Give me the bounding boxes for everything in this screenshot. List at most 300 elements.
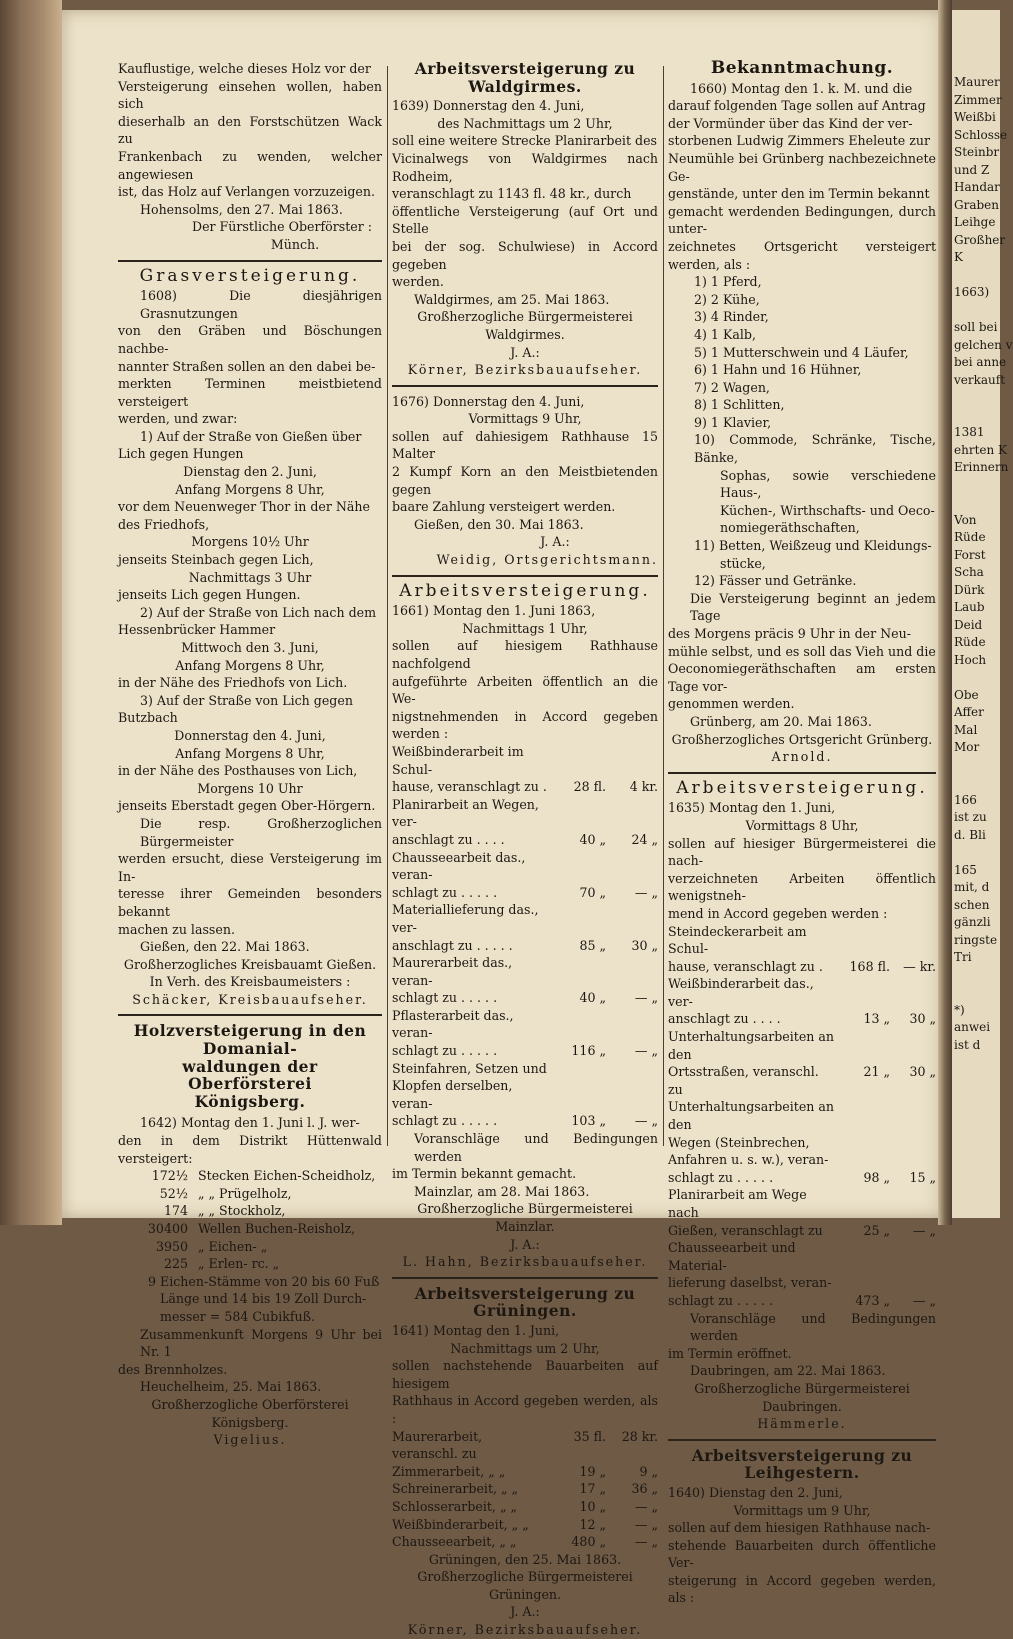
cost-amount-kr: — „ bbox=[912, 1222, 936, 1238]
table-row bbox=[668, 1222, 936, 1240]
next-page-line: Schlosse bbox=[954, 127, 1008, 142]
text-line: Die Versteigerung beginnt an jedem Tage bbox=[690, 590, 936, 624]
text-line: 1) Auf der Straße von Gießen über bbox=[140, 428, 362, 444]
cost-item: Planirarbeit an Wegen, ver- bbox=[392, 796, 539, 830]
text-line: werden, und zwar: bbox=[118, 411, 238, 427]
next-page-line: bei anne bbox=[954, 355, 1007, 369]
column-rule bbox=[663, 66, 664, 1146]
table-row bbox=[392, 1112, 658, 1130]
cost-amount-kr bbox=[606, 954, 658, 989]
cost-item: Steinfahren, Setzen und bbox=[392, 1060, 547, 1076]
text-line: werden. bbox=[392, 274, 444, 290]
cost-item: Wegen (Steinbrechen, bbox=[668, 1134, 810, 1150]
table-row bbox=[668, 1186, 936, 1221]
cost-amount-fl bbox=[836, 1151, 890, 1169]
cost-amount-kr bbox=[890, 1134, 936, 1152]
text-line: Nachmittags um 2 Uhr, bbox=[450, 1340, 600, 1356]
table-row bbox=[392, 796, 658, 831]
text-line: 9 Eichen-Stämme von 20 bis 60 Fuß bbox=[148, 1273, 380, 1289]
next-page-line: Handar bbox=[954, 180, 1000, 194]
cost-amount-kr: — „ bbox=[634, 1113, 658, 1129]
text-line: 1639) Donnerstag den 4. Juni, bbox=[392, 98, 585, 114]
text-line: im Termin eröffnet. bbox=[668, 1345, 792, 1361]
top-notice bbox=[118, 60, 382, 254]
cost-amount-fl bbox=[554, 743, 606, 778]
cost-amount-fl bbox=[554, 954, 606, 989]
cost-item: hause, veranschlagt zu . bbox=[392, 779, 547, 795]
cost-item: hause, veranschlagt zu . bbox=[668, 958, 823, 974]
cost-amount-fl bbox=[836, 1098, 890, 1133]
cost-amount-kr: 30 „ bbox=[909, 1011, 936, 1027]
text-line: Dienstag den 2. Juni, bbox=[183, 464, 317, 480]
next-page-line bbox=[952, 774, 1000, 792]
section-divider bbox=[668, 1439, 936, 1441]
next-page-line bbox=[952, 669, 1000, 687]
cost-amount-kr bbox=[890, 1028, 936, 1063]
column-3 bbox=[668, 60, 936, 1607]
cost-amount-kr bbox=[890, 1274, 936, 1292]
signature: Großherzogliche Oberförsterei Königsberg. bbox=[151, 1396, 349, 1430]
text-line: Hessenbrücker Hammer bbox=[118, 622, 276, 638]
next-page-line: schen bbox=[954, 897, 990, 912]
cost-item: Planirarbeit am Wege nach bbox=[668, 1187, 807, 1220]
cost-item: Unterhaltungsarbeiten an den bbox=[668, 1029, 835, 1062]
cost-item: lieferung daselbst, veran- bbox=[668, 1275, 832, 1291]
section-title: Königsberg. bbox=[194, 1091, 306, 1111]
cost-item: Anfahren u. s. w.), veran- bbox=[668, 1152, 829, 1168]
wood-quantity: 3950 bbox=[155, 1238, 188, 1254]
cost-item: Schlosserarbeit, „ „ bbox=[392, 1498, 517, 1514]
text-line: sollen nachstehende Bauarbeiten auf hiesigem bbox=[392, 1358, 658, 1391]
next-page-line: Tri bbox=[954, 950, 972, 964]
section-title: Bekanntmachung. bbox=[710, 58, 894, 78]
table-row bbox=[392, 1077, 658, 1112]
holz-notice bbox=[118, 1022, 382, 1448]
page-gutter bbox=[938, 0, 952, 1225]
text-line: 7) 2 Wagen, bbox=[694, 379, 770, 395]
text-line: Voranschläge und Bedingungen werden bbox=[690, 1310, 936, 1344]
next-page-line: Erinnern bbox=[954, 460, 1009, 474]
text-line: sollen auf hiesiger Bürgermeisterei die nach- bbox=[668, 835, 936, 869]
cost-amount-fl bbox=[554, 1060, 606, 1078]
cost-item: schlagt zu . . . . . bbox=[392, 990, 498, 1006]
table-row bbox=[668, 1098, 936, 1133]
cost-amount-kr: — „ bbox=[634, 1534, 658, 1550]
next-page-line: Rüde bbox=[954, 530, 986, 544]
next-page-line: Mor bbox=[954, 740, 980, 754]
text-line: des Friedhofs, bbox=[118, 516, 210, 532]
text-line: sollen auf dahiesigem Rathhause 15 Malter bbox=[392, 428, 658, 462]
text-line: 3) Auf der Straße von Lich gegen bbox=[140, 692, 353, 708]
next-page-line: Weißbi bbox=[954, 110, 996, 124]
next-page-line: Forst bbox=[954, 547, 986, 562]
text-line: Neumühle bei Grünberg nachbezeichnete Ge- bbox=[668, 150, 936, 184]
cost-amount-fl bbox=[554, 796, 606, 831]
cost-amount-fl: 12 „ bbox=[579, 1516, 606, 1532]
cost-item: anschlagt zu . . . . . bbox=[392, 937, 513, 953]
text-line: der Vormünder über das Kind der ver- bbox=[668, 115, 913, 131]
table-row bbox=[392, 743, 658, 778]
next-page-line: 1663) bbox=[954, 285, 990, 299]
cost-item: Maurerarbeit das., veran- bbox=[392, 955, 513, 988]
text-line: 1640) Dienstag den 2. Juni, bbox=[668, 1484, 843, 1500]
cost-amount-kr bbox=[890, 1239, 936, 1274]
text-line: in der Nähe des Posthauses von Lich, bbox=[118, 763, 358, 779]
cost-amount-fl bbox=[554, 901, 606, 936]
text-line: steigerung in Accord gegeben werden, als : bbox=[668, 1572, 936, 1606]
cost-item: Weißbinderarbeit, „ „ bbox=[392, 1516, 529, 1532]
cost-amount-kr: 36 „ bbox=[631, 1481, 658, 1497]
cost-amount-fl: 17 „ bbox=[579, 1481, 606, 1497]
table-row bbox=[668, 1010, 936, 1028]
text-line: jenseits Lich gegen Hungen. bbox=[118, 587, 301, 603]
text-line: Anfang Morgens 8 Uhr, bbox=[175, 745, 325, 761]
cost-amount-fl: 10 „ bbox=[579, 1498, 606, 1514]
section-divider bbox=[118, 260, 382, 262]
cost-amount-fl bbox=[836, 1274, 890, 1292]
cost-table bbox=[392, 743, 658, 1130]
cost-amount-fl bbox=[836, 975, 890, 1010]
text-line: machen zu lassen. bbox=[118, 921, 235, 937]
signature-name: Hämmerle. bbox=[757, 1416, 847, 1432]
cost-amount-kr: 15 „ bbox=[909, 1169, 936, 1185]
next-page-line: 1381 bbox=[954, 425, 985, 439]
section-divider bbox=[392, 385, 658, 387]
text-line: vor dem Neuenweger Thor in der Nähe bbox=[118, 499, 370, 515]
cost-item: Steindeckerarbeit am Schul- bbox=[668, 923, 807, 957]
cost-amount-fl: 19 „ bbox=[579, 1463, 606, 1479]
text-line: merkten Terminen meistbietend versteigert bbox=[118, 376, 382, 409]
text-line: Länge und 14 bis 19 Zoll Durch- bbox=[160, 1291, 367, 1307]
text-line: 10) Commode, Schränke, Tische, Bänke, bbox=[694, 432, 936, 466]
next-page-line: Leihge bbox=[954, 215, 996, 229]
text-line: veranschlagt zu 1143 fl. 48 kr., durch bbox=[392, 186, 632, 202]
signature-name: L. Hahn, Bezirksbauaufseher. bbox=[402, 1254, 648, 1270]
next-page-line: ehrten K bbox=[954, 442, 1007, 457]
table-row bbox=[392, 1498, 658, 1516]
wood-description: „ Erlen- rc. „ bbox=[198, 1256, 280, 1272]
cost-amount-kr bbox=[890, 923, 936, 958]
cost-amount-kr: 9 „ bbox=[639, 1463, 658, 1479]
next-page-line bbox=[952, 494, 1000, 512]
book-cover-edge bbox=[0, 0, 62, 1225]
signature-name: Münch. bbox=[270, 236, 320, 252]
text-line: in der Nähe des Friedhofs von Lich. bbox=[118, 675, 348, 691]
text-line: 3) 4 Rinder, bbox=[694, 309, 769, 325]
text-line: Grüningen, den 25. Mai 1863. bbox=[428, 1551, 622, 1567]
table-row bbox=[118, 1238, 382, 1256]
next-page-line bbox=[952, 967, 1000, 985]
cost-amount-fl: 21 „ bbox=[863, 1064, 890, 1080]
text-line: darauf folgenden Tage sollen auf Antrag bbox=[668, 98, 926, 114]
cost-amount-fl: 70 „ bbox=[579, 884, 606, 900]
signature-name: Arnold. bbox=[771, 749, 833, 765]
text-line: des Brennholzes. bbox=[118, 1361, 228, 1377]
table-row bbox=[118, 1255, 382, 1273]
cost-amount-fl: 85 „ bbox=[579, 937, 606, 953]
text-line: 9) 1 Klavier, bbox=[694, 414, 772, 430]
cost-item: Klopfen derselben, veran- bbox=[392, 1078, 513, 1111]
text-line: aufgeführte Arbeiten öffentlich an die We- bbox=[392, 673, 658, 707]
signature: J. A.: bbox=[510, 1604, 540, 1620]
text-line: Zusammenkunft Morgens 9 Uhr bei Nr. 1 bbox=[140, 1326, 382, 1360]
cost-amount-kr: — „ bbox=[634, 1498, 658, 1514]
next-page-line: Hoch bbox=[954, 652, 987, 667]
next-page-line: Dürk bbox=[954, 582, 985, 597]
text-line: baare Zahlung versteigert werden. bbox=[392, 499, 616, 515]
text-line: stehende Bauarbeiten durch öffentliche Ver- bbox=[668, 1537, 936, 1571]
text-line: 1660) Montag den 1. k. M. und die bbox=[690, 80, 913, 96]
table-row bbox=[118, 1220, 382, 1238]
text-line: Voranschläge und Bedingungen werden bbox=[414, 1131, 658, 1164]
cost-amount-kr bbox=[606, 1007, 658, 1042]
table-row bbox=[392, 954, 658, 989]
cost-item: Ortsstraßen, veranschl. zu bbox=[668, 1064, 819, 1097]
wood-list bbox=[118, 1167, 382, 1273]
waldgirmes-notice bbox=[392, 60, 658, 379]
cost-amount-kr bbox=[890, 1098, 936, 1133]
cost-amount-kr: 30 „ bbox=[909, 1064, 936, 1080]
text-line: Daubringen, am 22. Mai 1863. bbox=[690, 1363, 886, 1379]
cost-item: schlagt zu . . . . . bbox=[392, 884, 498, 900]
next-page-line: gänzli bbox=[954, 915, 991, 929]
text-line: Mainzlar, am 28. Mai 1863. bbox=[414, 1183, 590, 1199]
next-page-line: 166 bbox=[954, 792, 977, 807]
wood-description: Stecken Eichen-Scheidholz, bbox=[198, 1168, 376, 1184]
next-page-line: Laub bbox=[954, 600, 985, 614]
text-line: bei der sog. Schulwiese) in Accord gegeben bbox=[392, 238, 658, 272]
next-page-line: d. Bli bbox=[954, 827, 986, 842]
cost-item: anschlagt zu . . . . bbox=[668, 1011, 781, 1027]
table-row bbox=[392, 937, 658, 955]
text-line: 1676) Donnerstag den 4. Juni, bbox=[392, 393, 585, 409]
text-line: Vormittags um 9 Uhr, bbox=[733, 1502, 871, 1518]
next-page-line: K bbox=[954, 250, 963, 264]
text-line: mühle selbst, und es soll das Vieh und die bbox=[668, 643, 936, 659]
text-line: 1642) Montag den 1. Juni l. J. wer- bbox=[140, 1115, 360, 1131]
text-line: 1661) Montag den 1. Juni 1863, bbox=[392, 603, 596, 619]
text-line: 1608) Die diesjährigen Grasnutzungen bbox=[140, 288, 382, 321]
next-page-line: Steinbr bbox=[954, 145, 1000, 159]
wood-description: „ „ Prügelholz, bbox=[198, 1185, 292, 1201]
text-line: Vormittags 9 Uhr, bbox=[468, 411, 582, 427]
section-divider bbox=[118, 1014, 382, 1016]
next-page-fragment bbox=[952, 10, 1013, 1218]
wood-description: Wellen Buchen-Reisholz, bbox=[198, 1221, 356, 1236]
next-page-line: Von bbox=[954, 512, 977, 527]
text-line: nannter Straßen sollen an den dabei be- bbox=[118, 358, 376, 374]
text-line: 12) Fässer und Getränke. bbox=[694, 573, 857, 589]
giessen-notice bbox=[392, 393, 658, 569]
text-line: messer = 584 Cubikfuß. bbox=[160, 1308, 316, 1324]
cost-amount-fl: 116 „ bbox=[571, 1043, 606, 1059]
text-line: öffentliche Versteigerung (auf Ort und Stelle bbox=[392, 203, 658, 237]
next-page-line bbox=[952, 407, 1000, 425]
wood-quantity: 225 bbox=[163, 1256, 188, 1272]
cost-item: Unterhaltungsarbeiten an den bbox=[668, 1099, 835, 1133]
text-line: des Nachmittags um 2 Uhr, bbox=[437, 115, 613, 131]
next-page-line: Rüde bbox=[954, 635, 986, 649]
text-line: Vicinalwegs von Waldgirmes nach Rodheim, bbox=[392, 150, 658, 184]
text-line: Waldgirmes, am 25. Mai 1863. bbox=[414, 291, 610, 307]
text-line: sollen auf dem hiesigen Rathhause nach- bbox=[668, 1520, 931, 1536]
text-line: Morgens 10½ Uhr bbox=[191, 534, 309, 550]
cost-amount-fl bbox=[836, 923, 890, 958]
cost-item: Chausseearbeit das., veran- bbox=[392, 849, 526, 883]
text-line: Kauflustige, welche dieses Holz vor der bbox=[118, 61, 371, 76]
cost-amount-fl: 35 fl. bbox=[573, 1428, 606, 1444]
signature: J. A.: bbox=[510, 344, 540, 360]
table-row bbox=[668, 1063, 936, 1098]
next-page-line: 165 bbox=[954, 862, 977, 877]
table-row bbox=[118, 1185, 382, 1203]
signature: Großherzogliche Bürgermeisterei Waldgirmes. bbox=[417, 309, 633, 342]
next-page-line bbox=[952, 302, 1000, 320]
cost-amount-kr: — „ bbox=[634, 1043, 658, 1059]
text-line: 1641) Montag den 1. Juni, bbox=[392, 1322, 560, 1338]
next-page-line bbox=[952, 757, 1000, 775]
text-line: 6) 1 Hahn und 16 Hühner, bbox=[694, 362, 862, 378]
cost-amount-kr bbox=[606, 743, 658, 778]
next-page-line bbox=[952, 389, 1000, 407]
text-line: Grünberg, am 20. Mai 1863. bbox=[690, 713, 872, 729]
text-line: Hohensolms, den 27. Mai 1863. bbox=[140, 201, 343, 217]
text-line: 11) Betten, Weißzeug und Kleidungs- bbox=[694, 538, 932, 554]
cost-amount-fl bbox=[836, 1134, 890, 1152]
text-line: verzeichneten Arbeiten öffentlich wenigstneh- bbox=[668, 870, 936, 904]
cost-amount-kr bbox=[606, 901, 658, 936]
cost-amount-fl: 473 „ bbox=[855, 1292, 890, 1308]
section-title: waldungen der Oberförsterei bbox=[182, 1056, 318, 1094]
table-row bbox=[668, 1274, 936, 1292]
cost-amount-kr bbox=[890, 1186, 936, 1221]
cost-item: Materiallieferung das., ver- bbox=[392, 902, 539, 935]
cost-item: schlagt zu . . . . . bbox=[668, 1292, 774, 1308]
text-line: nigstnehmenden in Accord gegeben werden : bbox=[392, 708, 658, 742]
cost-table bbox=[668, 923, 936, 1310]
cost-item: Chausseearbeit, „ „ bbox=[392, 1534, 517, 1550]
next-page-line: anwei bbox=[954, 1020, 991, 1034]
table-row bbox=[392, 1516, 658, 1534]
table-row bbox=[392, 989, 658, 1007]
cost-amount-fl: 28 fl. bbox=[573, 779, 606, 795]
table-row bbox=[668, 1134, 936, 1152]
text-line: genommen werden. bbox=[668, 696, 795, 712]
cost-item: Pflasterarbeit das., veran- bbox=[392, 1007, 514, 1041]
signature: Großherzogliches Kreisbauamt Gießen. bbox=[123, 956, 377, 972]
table-row bbox=[118, 1167, 382, 1185]
text-line: Küchen-, Wirthschafts- und Oeco- bbox=[720, 502, 935, 518]
next-page-line: Zimmer bbox=[954, 92, 1002, 107]
table-row bbox=[392, 1533, 658, 1551]
table-row bbox=[392, 1060, 658, 1078]
section-title: Arbeitsversteigerung zu Leihgestern. bbox=[691, 1445, 913, 1483]
table-row bbox=[392, 849, 658, 884]
cost-amount-kr: — „ bbox=[912, 1292, 936, 1308]
daubringen-notice bbox=[668, 777, 936, 1433]
next-page-line bbox=[952, 477, 1000, 495]
text-line: ist, das Holz auf Verlangen vorzuzeigen. bbox=[118, 184, 376, 200]
section-title: Arbeitsversteigerung. bbox=[676, 777, 928, 798]
text-line: Versteigerung einsehen wollen, haben sich bbox=[118, 78, 382, 112]
next-page-line: Mal bbox=[954, 722, 978, 737]
next-page-line: gelchen v bbox=[954, 337, 1013, 352]
cost-amount-fl bbox=[836, 1028, 890, 1063]
cost-item: Schreinerarbeit, „ „ bbox=[392, 1481, 519, 1497]
text-line: Gießen, den 22. Mai 1863. bbox=[140, 939, 310, 955]
section-title: Holzversteigerung in den Domanial- bbox=[133, 1021, 367, 1059]
text-line: 1635) Montag den 1. Juni, bbox=[668, 800, 836, 816]
table-row bbox=[392, 1480, 658, 1498]
next-page-line: Graben bbox=[954, 197, 999, 212]
text-line: 2 Kumpf Korn an den Meistbietenden gegen bbox=[392, 464, 658, 497]
wood-quantity: 52½ bbox=[159, 1185, 188, 1201]
cost-amount-fl: 40 „ bbox=[579, 831, 606, 847]
wood-quantity: 172½ bbox=[151, 1168, 188, 1184]
text-line: sollen auf hiesigem Rathhause nachfolgend bbox=[392, 638, 658, 671]
signature: Großherzogliches Ortsgericht Grünberg. bbox=[671, 731, 933, 747]
cost-amount-kr: — „ bbox=[634, 884, 658, 900]
text-line: genstände, unter den im Termin bekannt bbox=[668, 186, 930, 202]
cost-amount-kr: — „ bbox=[634, 990, 658, 1006]
next-page-line: Deid bbox=[954, 617, 983, 632]
text-line: nomiegeräthschaften, bbox=[720, 520, 860, 536]
text-line: von den Gräben und Böschungen nachbe- bbox=[118, 323, 382, 356]
column-2 bbox=[392, 60, 658, 1639]
text-line: Mittwoch den 3. Juni, bbox=[181, 640, 319, 655]
next-page-line: und Z bbox=[954, 162, 990, 177]
cost-amount-fl bbox=[554, 1077, 606, 1112]
text-line: werden ersucht, diese Versteigerung im In- bbox=[118, 851, 382, 884]
cost-amount-fl bbox=[554, 1007, 606, 1042]
cost-item: Gießen, veranschlagt zu bbox=[668, 1222, 823, 1238]
text-line: Nachmittags 1 Uhr, bbox=[462, 620, 588, 636]
next-page-line bbox=[952, 984, 1000, 1002]
leihgestern-notice bbox=[668, 1447, 936, 1607]
cost-amount-kr: 30 „ bbox=[631, 937, 658, 953]
table-row bbox=[392, 1007, 658, 1042]
cost-item: Chausseearbeit und Material- bbox=[668, 1240, 796, 1273]
next-page-line: Maurer bbox=[954, 75, 1000, 89]
text-line: dieserhalb an den Forstschützen Wack zu bbox=[118, 113, 382, 147]
text-line: mend in Accord gegeben werden : bbox=[668, 905, 888, 921]
next-page-line: ist zu bbox=[954, 810, 987, 824]
table-row bbox=[668, 975, 936, 1010]
cost-amount-fl: 98 „ bbox=[863, 1169, 890, 1185]
text-line: im Termin bekannt gemacht. bbox=[392, 1166, 577, 1182]
cost-amount-fl: 25 „ bbox=[863, 1222, 890, 1238]
text-line: gemacht werdenden Bedingungen, durch unter- bbox=[668, 203, 936, 237]
cost-item: anschlagt zu . . . . bbox=[392, 831, 505, 847]
text-line: jenseits Eberstadt gegen Ober-Hörgern. bbox=[118, 798, 376, 814]
cost-item: schlagt zu . . . . . bbox=[392, 1043, 498, 1059]
cost-amount-kr bbox=[606, 796, 658, 831]
wood-quantity: 30400 bbox=[147, 1221, 188, 1236]
signature: In Verh. des Kreisbaumeisters : bbox=[149, 974, 351, 990]
section-title: Arbeitsversteigerung zu Waldgirmes. bbox=[414, 59, 636, 96]
signature: Großherzogliche Bürgermeisterei Daubringen. bbox=[694, 1380, 910, 1414]
signature-name: Schäcker, Kreisbauaufseher. bbox=[132, 991, 368, 1007]
text-line: Sophas, sowie verschiedene Haus-, bbox=[720, 467, 936, 501]
cost-item: Weißbinderarbeit das., ver- bbox=[668, 976, 814, 1009]
next-page-line: Großher bbox=[954, 232, 1006, 247]
signature: Der Fürstliche Oberförster : bbox=[191, 219, 372, 235]
next-page-line: *) bbox=[954, 1002, 965, 1017]
cost-item: Weißbinderarbeit im Schul- bbox=[392, 743, 524, 777]
section-divider bbox=[392, 575, 658, 577]
table-row bbox=[668, 1239, 936, 1274]
table-row bbox=[668, 1169, 936, 1187]
